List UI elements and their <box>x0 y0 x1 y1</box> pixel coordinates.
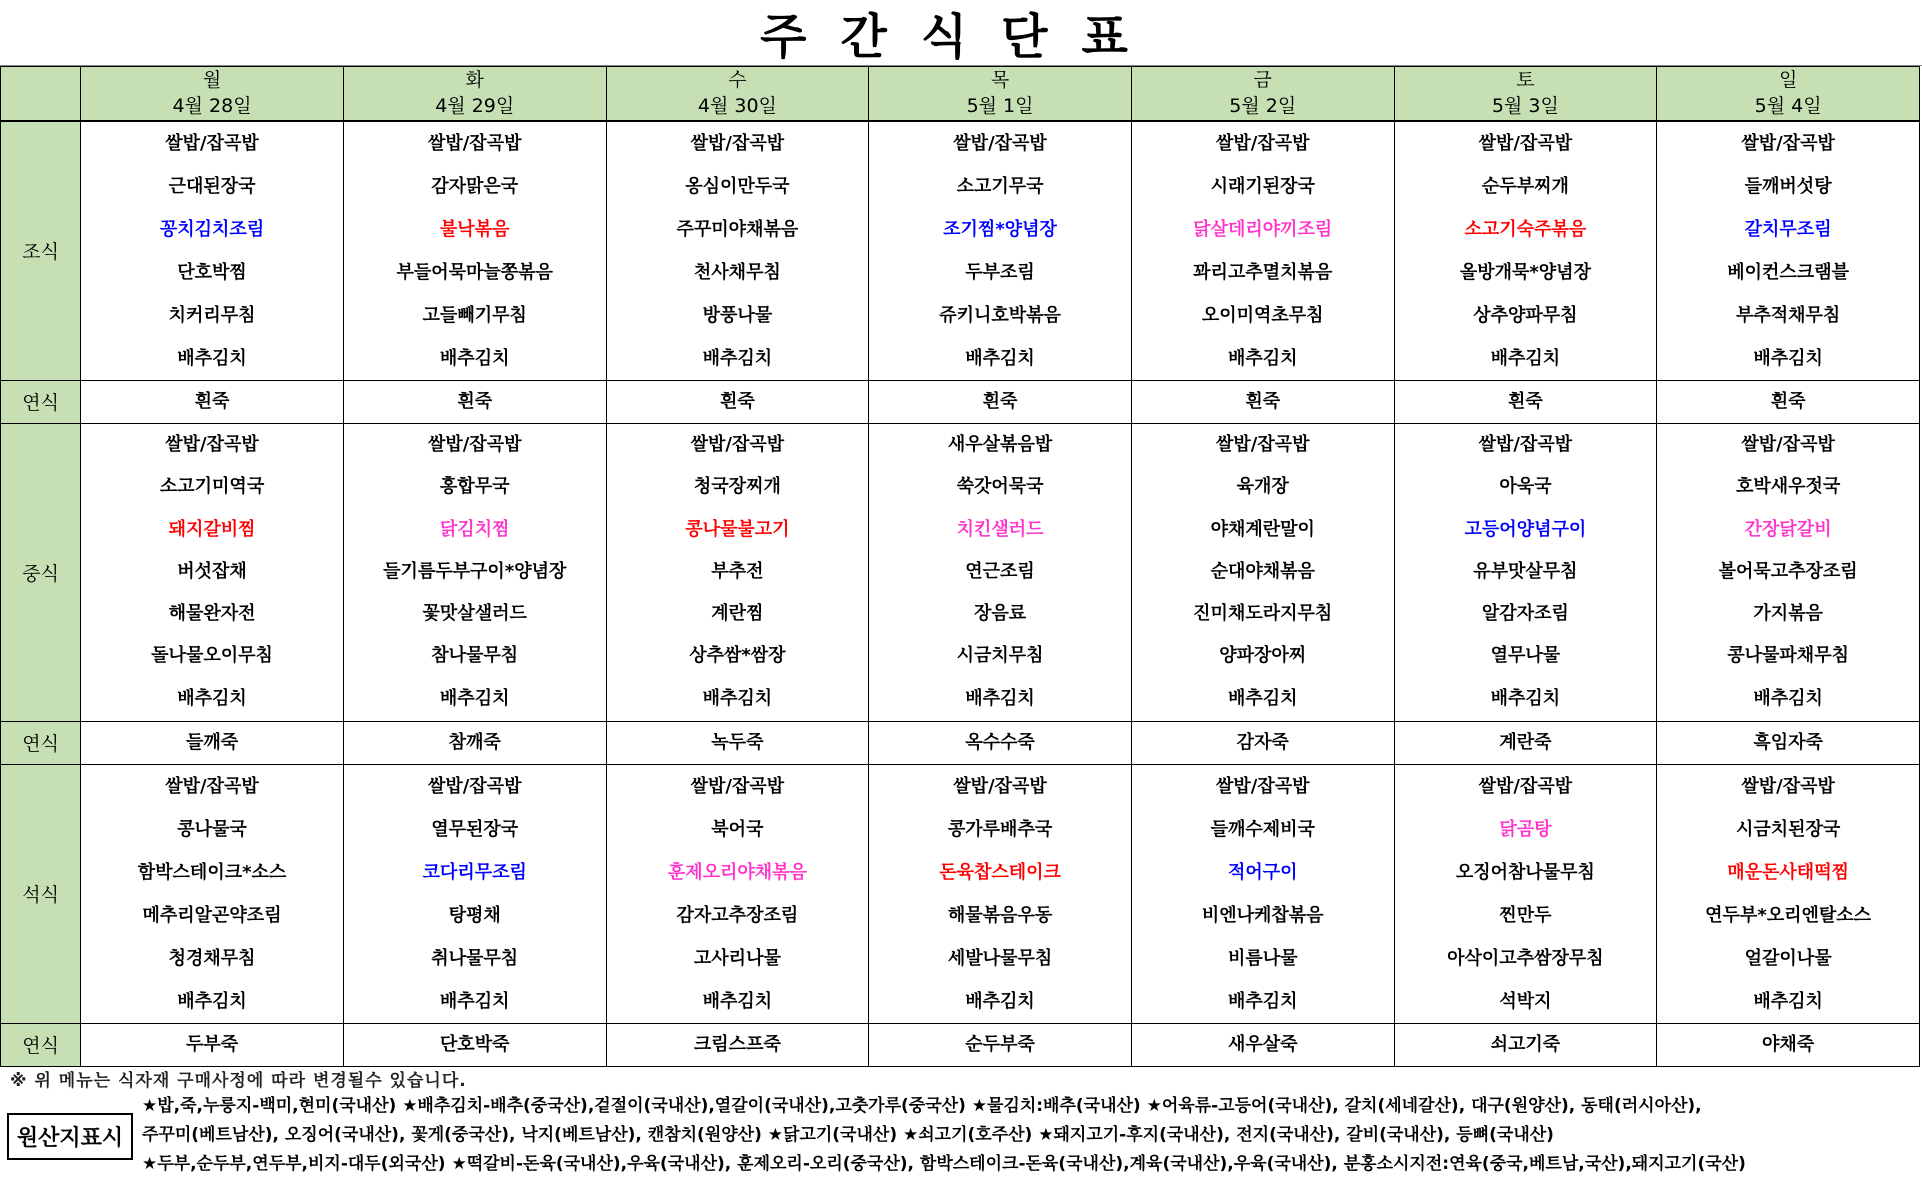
menu-item: 쇠고기죽 <box>1490 1033 1561 1055</box>
day-date: 5월 2일 <box>1229 95 1297 118</box>
day-date: 4월 29일 <box>435 95 515 118</box>
meal-row <box>1 423 1920 721</box>
day-date: 4월 30일 <box>697 95 777 118</box>
menu-change-notice: ※ 위 메뉴는 식자재 구매사정에 따라 변경될수 있습니다. <box>10 1071 467 1091</box>
menu-item: 취나물무침 <box>431 947 519 969</box>
menu-item: 진미채도라지무침 <box>1193 603 1333 625</box>
menu-item: 배추김치 <box>965 687 1035 709</box>
menu-item: 쌀밥/잡곡밥 <box>1215 775 1310 797</box>
menu-item: 쌀밥/잡곡밥 <box>1478 775 1573 797</box>
menu-item: 쌀밥/잡곡밥 <box>1741 775 1835 797</box>
day-name: 일 <box>1778 69 1798 92</box>
origin-line: ★두부,순두부,연두부,비지-대두(외국산) ★떡갈비-돈육(국내산),우육(국내산), 훈제오리-오리(중국산), 함박스테이크-돈육(국내산),계육(국내산),우육(국내산), 분홍소시지전:연육(중국,베트남,국산),돼지고기(국산) <box>142 1154 1746 1174</box>
menu-item: 새우살볶음밥 <box>947 433 1053 455</box>
menu-item: 방풍나물 <box>702 304 773 326</box>
menu-item: 꽈리고추멸치볶음 <box>1193 261 1333 283</box>
menu-cell <box>606 1023 869 1066</box>
menu-item: 얼갈이나물 <box>1744 947 1832 969</box>
menu-item: 배추김치 <box>1227 687 1298 709</box>
menu-item: 볼어묵고추장조림 <box>1718 560 1858 582</box>
menu-item: 단호박죽 <box>439 1033 510 1055</box>
menu-item: 시금치된장국 <box>1735 818 1841 840</box>
menu-item: 소고기미역국 <box>159 476 265 498</box>
menu-item: 순두부죽 <box>965 1033 1035 1055</box>
meal-label: 연식 <box>1 721 81 764</box>
menu-cell <box>81 1023 344 1066</box>
menu-item: 열무된장국 <box>431 818 519 840</box>
menu-item: 북어국 <box>711 818 764 840</box>
menu-cell <box>1131 764 1394 1023</box>
menu-item: 배추김치 <box>1753 990 1823 1012</box>
menu-cell <box>1394 721 1657 764</box>
menu-item: 닭곰탕 <box>1499 818 1552 840</box>
menu-item: 상추쌈*쌈장 <box>689 645 786 667</box>
menu-item: 닭살데리야끼조림 <box>1193 218 1333 240</box>
day-header <box>606 67 869 121</box>
menu-item: 흰죽 <box>719 390 755 412</box>
menu-item: 탕평채 <box>448 904 501 926</box>
menu-item: 쌀밥/잡곡밥 <box>953 775 1047 797</box>
menu-item: 계란찜 <box>711 603 764 625</box>
menu-item: 소고기숙주볶음 <box>1464 218 1587 240</box>
menu-item: 순대야채볶음 <box>1210 560 1315 582</box>
menu-item: 고사리나물 <box>693 947 781 969</box>
menu-cell <box>1131 423 1394 721</box>
menu-item: 녹두죽 <box>711 731 764 753</box>
menu-cell <box>343 764 606 1023</box>
menu-cell <box>1394 1023 1657 1066</box>
origin-label-box <box>0 1090 140 1182</box>
menu-item: 쌀밥/잡곡밥 <box>1215 132 1310 154</box>
menu-cell <box>1394 121 1657 381</box>
menu-item: 쌀밥/잡곡밥 <box>690 132 785 154</box>
menu-item: 쌀밥/잡곡밥 <box>1741 132 1835 154</box>
menu-cell <box>81 121 344 381</box>
menu-item: 배추김치 <box>1753 347 1823 369</box>
menu-item: 들깨죽 <box>185 731 239 753</box>
menu-item: 새우살죽 <box>1227 1033 1298 1055</box>
meal-label: 연식 <box>1 380 81 423</box>
menu-item: 오이미역초무침 <box>1201 304 1324 326</box>
menu-item: 훈제오리야채볶음 <box>667 861 807 883</box>
menu-cell <box>1394 423 1657 721</box>
menu-cell <box>343 1023 606 1066</box>
menu-cell <box>869 764 1132 1023</box>
meal-row <box>1 764 1920 1023</box>
menu-cell <box>343 380 606 423</box>
menu-cell <box>1657 764 1920 1023</box>
day-name: 금 <box>1253 69 1272 92</box>
menu-cell <box>1394 380 1657 423</box>
menu-cell <box>869 380 1132 423</box>
menu-cell <box>869 721 1132 764</box>
menu-item: 흑임자죽 <box>1753 731 1823 753</box>
menu-item: 아삭이고추쌈장무침 <box>1447 947 1604 969</box>
day-name: 화 <box>465 69 484 92</box>
day-header <box>869 67 1132 121</box>
menu-item: 흰죽 <box>194 390 230 412</box>
menu-item: 석박지 <box>1499 990 1552 1012</box>
menu-item: 육개장 <box>1236 476 1289 498</box>
menu-cell <box>81 423 344 721</box>
menu-cell <box>81 721 344 764</box>
menu-item: 해물완자전 <box>168 603 256 625</box>
menu-item: 흰죽 <box>1245 390 1281 412</box>
day-date: 4월 28일 <box>172 95 252 118</box>
menu-item: 순두부찌개 <box>1481 175 1569 197</box>
menu-item: 알감자조림 <box>1481 603 1569 625</box>
menu-item: 호박새우젓국 <box>1735 476 1841 498</box>
menu-cell <box>81 380 344 423</box>
menu-item: 감자고추장조림 <box>676 904 799 926</box>
menu-cell <box>1657 721 1920 764</box>
menu-item: 쌀밥/잡곡밥 <box>427 775 522 797</box>
menu-item: 돼지갈비찜 <box>168 518 256 540</box>
menu-item: 청국장찌개 <box>693 476 781 498</box>
menu-cell <box>343 121 606 381</box>
menu-item: 매운돈사태떡찜 <box>1727 861 1849 883</box>
menu-item: 비름나물 <box>1227 947 1298 969</box>
day-name: 월 <box>202 69 222 92</box>
meal-label: 연식 <box>1 1023 81 1066</box>
menu-item: 홍합무국 <box>439 476 510 498</box>
menu-item: 연근조림 <box>965 560 1035 582</box>
menu-item: 연두부*오리엔탈소스 <box>1705 904 1872 926</box>
menu-item: 메추리알곤약조림 <box>142 904 282 926</box>
menu-item: 배추김치 <box>965 347 1035 369</box>
menu-cell <box>1657 423 1920 721</box>
menu-item: 옹심이만두국 <box>685 175 790 197</box>
soft-diet-row <box>1 380 1920 423</box>
day-date: 5월 3일 <box>1491 95 1559 118</box>
menu-cell <box>1657 380 1920 423</box>
day-header-row <box>1 67 1920 121</box>
menu-cell <box>1131 721 1394 764</box>
soft-diet-row <box>1 721 1920 764</box>
menu-item: 쌀밥/잡곡밥 <box>165 775 259 797</box>
menu-item: 코다리무조림 <box>422 861 527 883</box>
meal-row <box>1 121 1920 381</box>
menu-item: 배추김치 <box>439 687 510 709</box>
corner-cell <box>1 67 81 121</box>
menu-cell <box>1657 1023 1920 1066</box>
menu-item: 배추김치 <box>177 687 247 709</box>
menu-item: 배추김치 <box>439 347 510 369</box>
menu-item: 배추김치 <box>177 990 247 1012</box>
day-header <box>1394 67 1657 121</box>
menu-cell <box>343 721 606 764</box>
menu-item: 들깨수제비국 <box>1210 818 1315 840</box>
menu-item: 부추전 <box>711 560 764 582</box>
menu-item: 감자맑은국 <box>431 175 519 197</box>
menu-item: 부추적채무침 <box>1735 304 1841 326</box>
menu-item: 콩가루배추국 <box>947 818 1053 840</box>
menu-item: 흰죽 <box>1508 390 1543 412</box>
menu-item: 옥수수죽 <box>965 731 1035 753</box>
menu-item: 쥬키니호박볶음 <box>939 304 1061 326</box>
menu-item: 버섯잡채 <box>177 560 247 582</box>
menu-item: 아욱국 <box>1499 476 1552 498</box>
menu-item: 천사채무침 <box>693 261 781 283</box>
menu-item: 근대된장국 <box>168 175 256 197</box>
menu-item: 배추김치 <box>1753 687 1823 709</box>
menu-item: 쌀밥/잡곡밥 <box>1215 433 1310 455</box>
menu-item: 불낙볶음 <box>439 218 510 240</box>
menu-item: 크림스프죽 <box>693 1033 781 1055</box>
menu-item: 시금치무침 <box>956 645 1044 667</box>
day-header <box>1131 67 1394 121</box>
menu-item: 배추김치 <box>702 990 773 1012</box>
menu-item: 시래기된장국 <box>1210 175 1315 197</box>
menu-item: 참깨죽 <box>448 731 501 753</box>
menu-item: 배추김치 <box>439 990 510 1012</box>
menu-cell <box>606 764 869 1023</box>
menu-item: 배추김치 <box>177 347 247 369</box>
menu-item: 쌀밥/잡곡밥 <box>165 433 259 455</box>
menu-item: 주꾸미야채볶음 <box>676 218 799 240</box>
menu-item: 들깨버섯탕 <box>1744 175 1832 197</box>
menu-cell <box>606 423 869 721</box>
menu-cell <box>343 423 606 721</box>
menu-item: 쌀밥/잡곡밥 <box>690 433 785 455</box>
menu-cell <box>1131 380 1394 423</box>
menu-cell <box>1394 764 1657 1023</box>
menu-cell <box>606 721 869 764</box>
menu-item: 쑥갓어묵국 <box>956 476 1044 498</box>
menu-item: 베이컨스크램블 <box>1727 261 1849 283</box>
menu-item: 돌나물오이무침 <box>151 645 273 667</box>
page-title: 주간식단표 <box>0 0 1922 66</box>
menu-item: 감자죽 <box>1236 731 1289 753</box>
menu-item: 콩나물파채무침 <box>1727 645 1849 667</box>
menu-item: 찐만두 <box>1499 904 1552 926</box>
menu-item: 부들어묵마늘쫑볶음 <box>396 261 553 283</box>
menu-item: 소고기무국 <box>956 175 1044 197</box>
menu-item: 콩나물국 <box>177 818 247 840</box>
day-name: 토 <box>1516 69 1535 92</box>
menu-item: 꽃맛살샐러드 <box>422 603 527 625</box>
menu-item: 치킨샐러드 <box>956 518 1044 540</box>
menu-cell <box>1131 1023 1394 1066</box>
day-date: 5월 4일 <box>1754 95 1822 118</box>
menu-item: 쌀밥/잡곡밥 <box>427 433 522 455</box>
day-name: 목 <box>990 69 1010 92</box>
menu-item: 쌀밥/잡곡밥 <box>1478 132 1573 154</box>
menu-item: 상추양파무침 <box>1473 304 1578 326</box>
menu-item: 쌀밥/잡곡밥 <box>165 132 259 154</box>
menu-item: 두부조림 <box>965 261 1035 283</box>
menu-item: 함박스테이크*소스 <box>137 861 287 883</box>
menu-item: 닭김치찜 <box>439 518 510 540</box>
day-date: 5월 1일 <box>966 95 1034 118</box>
menu-item: 쌀밥/잡곡밥 <box>427 132 522 154</box>
menu-item: 야채계란말이 <box>1210 518 1315 540</box>
menu-item: 배추김치 <box>1490 347 1561 369</box>
menu-item: 배추김치 <box>1490 687 1561 709</box>
menu-item: 오징어참나물무침 <box>1455 861 1595 883</box>
meal-label: 석식 <box>1 764 81 1023</box>
origin-info <box>142 1092 1920 1179</box>
menu-cell <box>606 121 869 381</box>
menu-item: 올방개묵*양념장 <box>1459 261 1591 283</box>
day-header <box>1657 67 1920 121</box>
menu-item: 조기찜*양념장 <box>943 218 1057 240</box>
menu-cell <box>81 764 344 1023</box>
menu-item: 세발나물무침 <box>947 947 1053 969</box>
menu-item: 쌀밥/잡곡밥 <box>1478 433 1573 455</box>
menu-item: 치커리무침 <box>168 304 256 326</box>
menu-item: 갈치무조림 <box>1744 218 1832 240</box>
menu-item: 고등어양념구이 <box>1464 518 1587 540</box>
menu-item: 흰죽 <box>457 390 493 412</box>
menu-cell <box>1657 121 1920 381</box>
menu-item: 쌀밥/잡곡밥 <box>690 775 785 797</box>
menu-cell <box>606 380 869 423</box>
menu-item: 가지볶음 <box>1753 603 1823 625</box>
menu-item: 배추김치 <box>702 687 773 709</box>
menu-item: 간장닭갈비 <box>1744 518 1832 540</box>
menu-item: 계란죽 <box>1499 731 1552 753</box>
menu-item: 흰죽 <box>1770 390 1806 412</box>
menu-item: 적어구이 <box>1227 861 1298 883</box>
menu-item: 비엔나케찹볶음 <box>1201 904 1324 926</box>
menu-cell <box>869 1023 1132 1066</box>
meal-label: 조식 <box>1 121 81 381</box>
menu-item: 해물볶음우동 <box>947 904 1053 926</box>
menu-item: 양파장아찌 <box>1219 645 1307 667</box>
menu-item: 콩나물불고기 <box>685 518 790 540</box>
menu-item: 장음료 <box>973 603 1027 625</box>
menu-item: 열무나물 <box>1490 645 1561 667</box>
menu-cell <box>869 423 1132 721</box>
menu-item: 유부맛살무침 <box>1473 560 1578 582</box>
menu-cell <box>1131 121 1394 381</box>
menu-item: 두부죽 <box>185 1033 239 1055</box>
weekly-menu-table <box>0 66 1920 1067</box>
menu-item: 청경채무침 <box>168 947 256 969</box>
soft-diet-row <box>1 1023 1920 1066</box>
menu-item: 단호박찜 <box>177 261 247 283</box>
menu-cell <box>869 121 1132 381</box>
origin-title: 원산지표시 <box>7 1113 133 1160</box>
origin-line: ★밥,죽,누룽지-백미,현미(국내산) ★배추김치-배추(중국산),겉절이(국내산),열갈이(국내산),고춧가루(중국산) ★물김치:배추(국내산) ★어육류-고등어(국내산), 갈치(세네갈산), 대구(원양산), 동태(러시아산), <box>142 1096 1702 1116</box>
menu-item: 쌀밥/잡곡밥 <box>1741 433 1835 455</box>
meal-label: 중식 <box>1 423 81 721</box>
menu-item: 고들빼기무침 <box>422 304 527 326</box>
menu-item: 배추김치 <box>1227 990 1298 1012</box>
menu-item: 야채죽 <box>1762 1033 1815 1055</box>
day-name: 수 <box>728 69 747 92</box>
menu-item: 배추김치 <box>702 347 773 369</box>
menu-item: 참나물무침 <box>431 645 519 667</box>
menu-item: 꽁치김치조림 <box>159 218 265 240</box>
day-header <box>81 67 344 121</box>
menu-item: 돈육찹스테이크 <box>939 861 1061 883</box>
origin-line: 주꾸미(베트남산), 오징어(국내산), 꽃게(중국산), 낙지(베트남산), 캔참치(원양산) ★닭고기(국내산) ★쇠고기(호주산) ★돼지고기-후지(국내산), 전지(국내산), 갈비(국내산), 등뼈(국내산) <box>142 1125 1554 1145</box>
menu-item: 배추김치 <box>965 990 1035 1012</box>
menu-item: 쌀밥/잡곡밥 <box>953 132 1047 154</box>
menu-item: 들기름두부구이*양념장 <box>383 560 567 582</box>
day-header <box>343 67 606 121</box>
menu-item: 흰죽 <box>982 390 1018 412</box>
menu-item: 배추김치 <box>1227 347 1298 369</box>
